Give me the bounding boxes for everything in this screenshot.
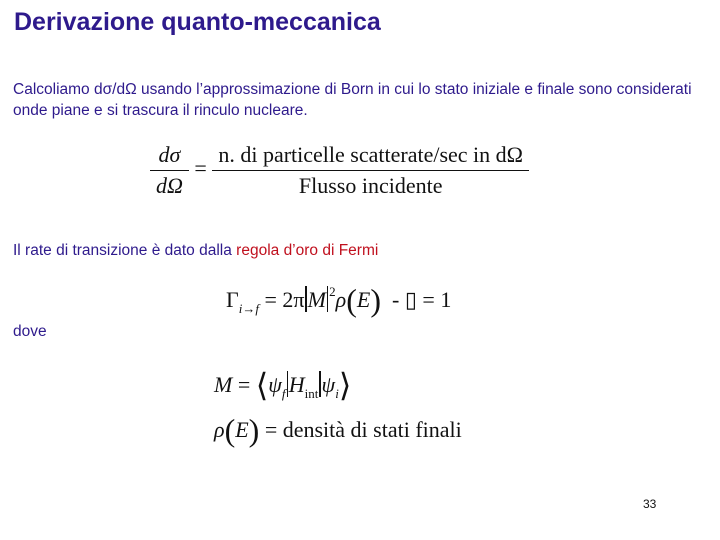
cross-section-equation [150, 142, 529, 199]
fermi-highlight: regola d’oro di Fermi [236, 242, 379, 259]
angle-open: ⟨ [255, 367, 269, 403]
equals-sign: = [194, 155, 207, 181]
angle-close: ⟩ [338, 367, 352, 403]
fermi-golden-rule-equation [226, 282, 451, 319]
ket-bar [319, 371, 320, 397]
psi-f-symbol: ψ [268, 372, 282, 397]
equals-sign: = [237, 372, 251, 397]
paren-close: ) [248, 412, 260, 448]
rho-symbol: ρ [214, 417, 225, 442]
gamma-symbol: Γ [226, 287, 239, 312]
energy-symbol: E [235, 417, 249, 442]
fermi-rule-sentence [13, 240, 378, 261]
density-rhs: = densità di stati finali [264, 417, 462, 442]
slide-title: Derivazione quanto-meccanica [14, 8, 381, 36]
paren-open: ( [346, 282, 357, 318]
psi-i-symbol: ψ [321, 372, 336, 397]
intro-paragraph: Calcoliamo dσ/dΩ usando l’approssimazione di Born in cui lo stato iniziale e finale sono considerati onde piane e si trascura il rinculo nucleare. [13, 81, 692, 119]
fermi-prefix: Il rate di transizione è dato dalla [13, 242, 237, 259]
density-of-states-equation [214, 412, 462, 449]
matrix-element-symbol: M [307, 287, 326, 312]
right-denominator: Flusso incidente [212, 170, 529, 199]
right-fraction [212, 142, 529, 199]
equation-tail: - ▯ = 1 [392, 287, 452, 312]
psi-i-subscript: i [335, 386, 339, 401]
two-pi: = 2π [264, 287, 305, 312]
matrix-element-equation [214, 366, 351, 404]
page-number: 33 [643, 497, 657, 511]
paren-close: ) [370, 282, 381, 318]
left-fraction [150, 142, 189, 199]
right-numerator: n. di particelle scatterate/sec in dΩ [218, 142, 524, 167]
abs-bar-left [305, 286, 306, 312]
left-denominator: dΩ [150, 170, 189, 199]
bra-bar [287, 371, 288, 397]
left-numerator: dσ [158, 142, 181, 167]
psi-f-subscript: f [281, 386, 286, 401]
dove-label: dove [13, 323, 47, 340]
abs-bar-right [327, 286, 328, 312]
energy-symbol: E [356, 287, 371, 312]
gamma-subscript: i→f [238, 301, 259, 316]
rho-symbol: ρ [335, 287, 347, 312]
hamiltonian-symbol: H [288, 372, 305, 397]
m-symbol: M [214, 372, 233, 397]
paren-open: ( [224, 412, 236, 448]
squared-exponent: 2 [329, 284, 336, 299]
hamiltonian-subscript: int [304, 386, 319, 401]
